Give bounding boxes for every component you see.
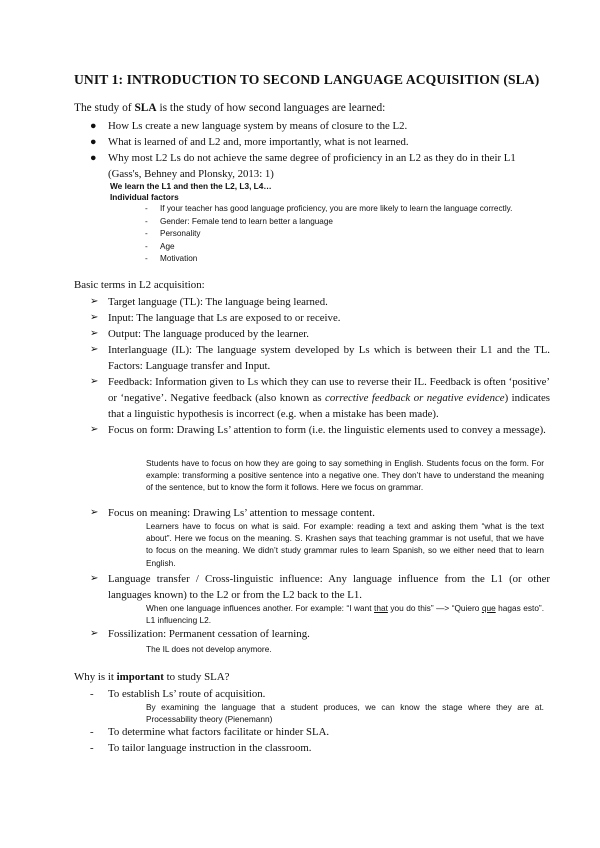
language-transfer-note: [146, 602, 544, 626]
list-item: [90, 740, 550, 756]
why-pre: Why is it: [74, 671, 117, 683]
dash-icon: -: [90, 688, 94, 700]
transfer-note-b: you do this” —> “Quiero: [387, 603, 482, 613]
list-item: [90, 294, 550, 310]
dash-icon: -: [145, 254, 148, 264]
arrow-bullet-icon: ➢: [90, 376, 99, 387]
list-item: [90, 686, 550, 702]
intro-bold: SLA: [134, 102, 157, 114]
dash-icon: -: [145, 241, 148, 251]
term-text: Focus on meaning: Drawing Ls’ attention to message content.: [108, 507, 375, 519]
bullet-icon: ●: [90, 120, 97, 132]
list-item: [145, 216, 512, 229]
term-text: Language transfer / Cross-linguistic influence: Any language influence from the L1 (or other languages known) to the L2 or from the L2 back to the L1.: [108, 573, 550, 601]
focus-on-meaning-note: Learners have to focus on what is said. For example: reading a text and asking them “what is the text about”. Here we focus on the meaning. S. Krashen says that teaching grammar is not useful, that we have to focus on the meaning. We didn’t study grammar rules to learn Spanish, so we either need that to learn English.: [146, 521, 544, 568]
factor-text: Motivation: [160, 254, 198, 264]
arrow-bullet-icon: ➢: [90, 344, 99, 355]
transfer-note-c: hagas esto”. L1 influencing L2.: [146, 603, 545, 626]
document-title: UNIT 1: INTRODUCTION TO SECOND LANGUAGE ACQUISITION (SLA): [74, 72, 540, 87]
term-text: Target language (TL): The language being learned.: [108, 296, 328, 308]
bullet-icon: ●: [90, 136, 97, 148]
list-item: [90, 724, 550, 740]
terms-list-b: [90, 505, 550, 521]
transfer-note-underline-2: que: [481, 603, 496, 613]
list-item: [90, 326, 550, 342]
factor-text: Personality: [160, 229, 201, 239]
term-text: Output: The language produced by the learner.: [108, 328, 309, 340]
term-text: Fossilization: Permanent cessation of learning.: [108, 628, 310, 640]
dash-icon: -: [90, 742, 94, 754]
dash-icon: -: [90, 726, 94, 738]
arrow-bullet-icon: ➢: [90, 296, 99, 307]
arrow-bullet-icon: ➢: [90, 312, 99, 323]
why-bold: important: [116, 671, 164, 683]
factors-heading: Individual factors: [110, 192, 179, 202]
bullet-text: What is learned of and L2 and, more importantly, what is not learned.: [108, 136, 409, 148]
list-item: [90, 310, 550, 326]
factor-text: Gender: Female tend to learn better a language: [160, 216, 333, 226]
reason-text: To establish Ls’ route of acquisition.: [108, 688, 266, 700]
list-item: [90, 626, 550, 642]
note-l1-order: We learn the L1 and then the L2, L3, L4…: [110, 181, 272, 191]
terms-list-d: [90, 626, 550, 642]
terms-list-c: [90, 571, 550, 603]
list-item: [90, 505, 550, 521]
route-note: By examining the language that a student produces, we can know the stage where they are at. Processability theory (Pienemann): [146, 702, 544, 725]
list-item: [145, 203, 512, 216]
why-heading: [74, 671, 230, 683]
list-item: [90, 150, 540, 182]
list-item: [145, 241, 512, 254]
fossilization-note: The IL does not develop anymore.: [146, 644, 272, 654]
arrow-bullet-icon: ➢: [90, 507, 99, 518]
arrow-bullet-icon: ➢: [90, 328, 99, 339]
term-text: Input: The language that Ls are exposed to or receive.: [108, 312, 341, 324]
list-item: [90, 571, 550, 603]
transfer-note-a: When one language influences another. For example: “I want: [146, 603, 375, 613]
list-item: [90, 118, 540, 134]
reasons-list-a: [90, 686, 550, 702]
term-text-cont: ) indicates that a linguistic hypothesis is incorrect (e.g. when a mistake has been made).: [108, 392, 550, 420]
factor-text: If your teacher has good language proficiency, you are more likely to learn the language correctly.: [160, 204, 513, 213]
term-text: Feedback: Information given to Ls which they can use to reverse their IL. Feedback is often ‘positive’ or ‘negative’. Negative feedback (also known as: [108, 376, 550, 404]
intro-pre: The study of: [74, 102, 135, 114]
why-post: to study SLA?: [163, 671, 230, 683]
focus-on-form-note: Students have to focus on how they are going to say something in English. Students focus on the form. For example: transforming a positive sentence into a negative one. They don’t have to understand the meaning of the sentence, but to know the form it follows. Here we focus on grammar.: [146, 458, 544, 493]
list-item: [90, 134, 540, 150]
term-italic: corrective feedback or negative evidence: [325, 392, 505, 404]
list-item: [145, 253, 512, 266]
factors-list: [145, 203, 512, 266]
arrow-bullet-icon: ➢: [90, 628, 99, 639]
dash-icon: -: [145, 229, 148, 239]
bullet-text: How Ls create a new language system by means of closure to the L2.: [108, 120, 408, 132]
basic-terms-heading: Basic terms in L2 acquisition:: [74, 279, 205, 291]
list-item: [145, 228, 512, 241]
list-item: [90, 374, 550, 422]
term-text: Focus on form: Drawing Ls’ attention to form (i.e. the linguistic elements used to convey a message).: [108, 424, 546, 436]
dash-icon: -: [145, 204, 148, 213]
arrow-bullet-icon: ➢: [90, 573, 99, 584]
terms-list-a: [90, 294, 550, 438]
factor-text: Age: [160, 241, 175, 251]
bullet-text: Why most L2 Ls do not achieve the same degree of proficiency in an L2 as they do in their L1 (Gass's, Behney and Plonsky, 2013: 1): [108, 152, 516, 180]
intro-bullet-list: [90, 118, 540, 182]
reasons-list-b: [90, 724, 550, 756]
bullet-icon: ●: [90, 152, 97, 164]
term-text: Interlanguage (IL): The language system developed by Ls which is between their L1 and the TL. Factors: Language transfer and Input.: [108, 344, 550, 372]
reason-text: To determine what factors facilitate or hinder SLA.: [108, 726, 330, 738]
intro-post: is the study of how second languages are learned:: [156, 102, 386, 114]
list-item: [90, 422, 550, 438]
reason-text: To tailor language instruction in the classroom.: [108, 742, 312, 754]
list-item: [90, 342, 550, 374]
transfer-note-underline-1: that: [374, 603, 388, 613]
arrow-bullet-icon: ➢: [90, 424, 99, 435]
dash-icon: -: [145, 216, 148, 226]
intro-line: [74, 102, 385, 114]
